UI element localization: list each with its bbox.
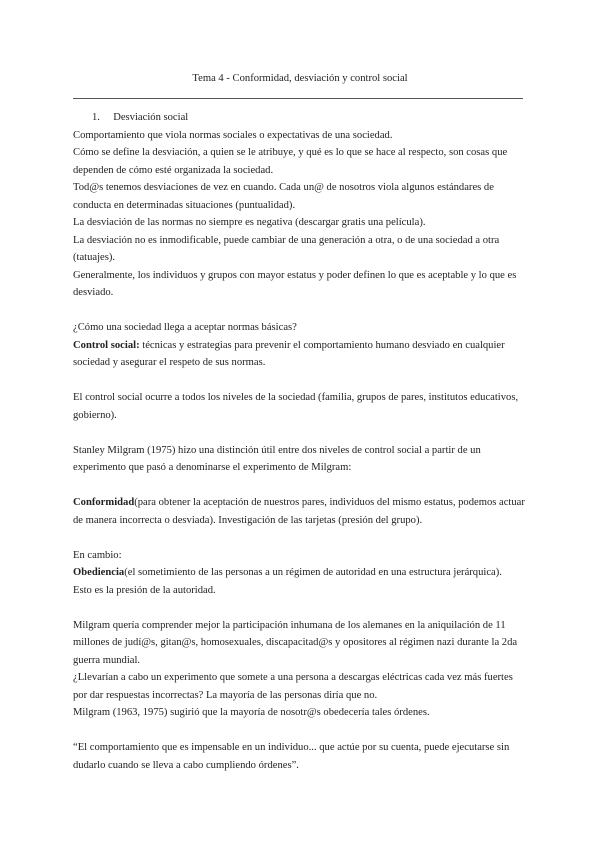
section-number: 1. bbox=[92, 112, 100, 123]
document-body bbox=[73, 109, 529, 774]
term-obediencia: Obediencia bbox=[73, 567, 125, 578]
paragraph-experiment-question: ¿Llevarían a cabo un experimento que somete a una persona a descargas eléctricas cada vez más fuertes por dar respuestas incorrectas? La mayoría de las personas diría que no. bbox=[73, 672, 513, 701]
paragraph-milgram-distinction: Stanley Milgram (1975) hizo una distinción útil entre dos niveles de control social a partir de un experimento que pasó a denominarse el experimento de Milgram: bbox=[73, 444, 481, 473]
paragraph-definition: Comportamiento que viola normas sociales o expectativas de una sociedad. bbox=[73, 129, 393, 141]
paragraph-conformidad bbox=[73, 494, 529, 529]
paragraph-definition-how: Cómo se define la desviación, a quien se le atribuye, y qué es lo que se hace al respecto, son cosas que dependen de cómo esté organizada la sociedad. bbox=[73, 147, 508, 176]
paragraph-milgram-goal: Milgram quería comprender mejor la participación inhumana de los alemanes en la aniquilación de 11 millones de judí@s, gitan@s, homosexuales, discapacitad@s y opositores al régimen nazi durante la 2da guerra mundial. bbox=[73, 619, 518, 666]
paragraph-modifiable: La desviación no es inmodificable, puede cambiar de una generación a otra, o de una sociedad a otra (tatuajes). bbox=[73, 234, 500, 263]
header-divider bbox=[73, 98, 523, 99]
control-social-text: técnicas y estrategias para prevenir el comportamiento humano desviado en cualquier sociedad y asegurar el respeto de sus normas. bbox=[73, 339, 505, 368]
section-heading bbox=[73, 109, 529, 127]
quote: “El comportamiento que es impensable en un individuo... que actúe por su cuenta, puede ejecutarse sin dudarlo cuando se lleva a cabo cumpliendo órdenes”. bbox=[73, 742, 510, 771]
paragraph-control-social bbox=[73, 337, 529, 372]
term-control-social: Control social: bbox=[73, 339, 140, 351]
obediencia-text: (el sometimiento de las personas a un régimen de autoridad en una estructura jerárquica). bbox=[124, 567, 502, 578]
term-conformidad: Conformidad bbox=[73, 497, 135, 508]
paragraph-milgram-suggestion: Milgram (1963, 1975) sugirió que la mayoría de nosotr@s obedecería tales órdenes. bbox=[73, 707, 430, 718]
paragraph-en-cambio: En cambio: bbox=[73, 549, 122, 561]
paragraph-not-negative: La desviación de las normas no siempre es negativa (descargar gratis una película). bbox=[73, 217, 426, 228]
paragraph-everyone: Tod@s tenemos desviaciones de vez en cuando. Cada un@ de nosotros viola algunos estándares de conducta en determinadas situaciones (puntualidad). bbox=[73, 182, 494, 211]
paragraph-obediencia bbox=[73, 564, 529, 582]
question-norms: ¿Cómo una sociedad llega a aceptar normas básicas? bbox=[73, 322, 297, 333]
section-title: Desviación social bbox=[113, 112, 189, 123]
paragraph-control-levels: El control social ocurre a todos los niveles de la sociedad (familia, grupos de pares, institutos educativos, gobierno). bbox=[73, 392, 519, 421]
paragraph-power: Generalmente, los individuos y grupos con mayor estatus y poder definen lo que es aceptable y lo que es desviado. bbox=[73, 269, 517, 298]
paragraph-authority: Esto es la presión de la autoridad. bbox=[73, 584, 216, 596]
page-header: Tema 4 - Conformidad, desviación y control social bbox=[192, 73, 408, 84]
conformidad-text: (para obtener la aceptación de nuestros pares, individuos del mismo estatus, podemos actuar de manera incorrecta o desviada). Investigación de las tarjetas (presión del grupo). bbox=[73, 497, 525, 526]
